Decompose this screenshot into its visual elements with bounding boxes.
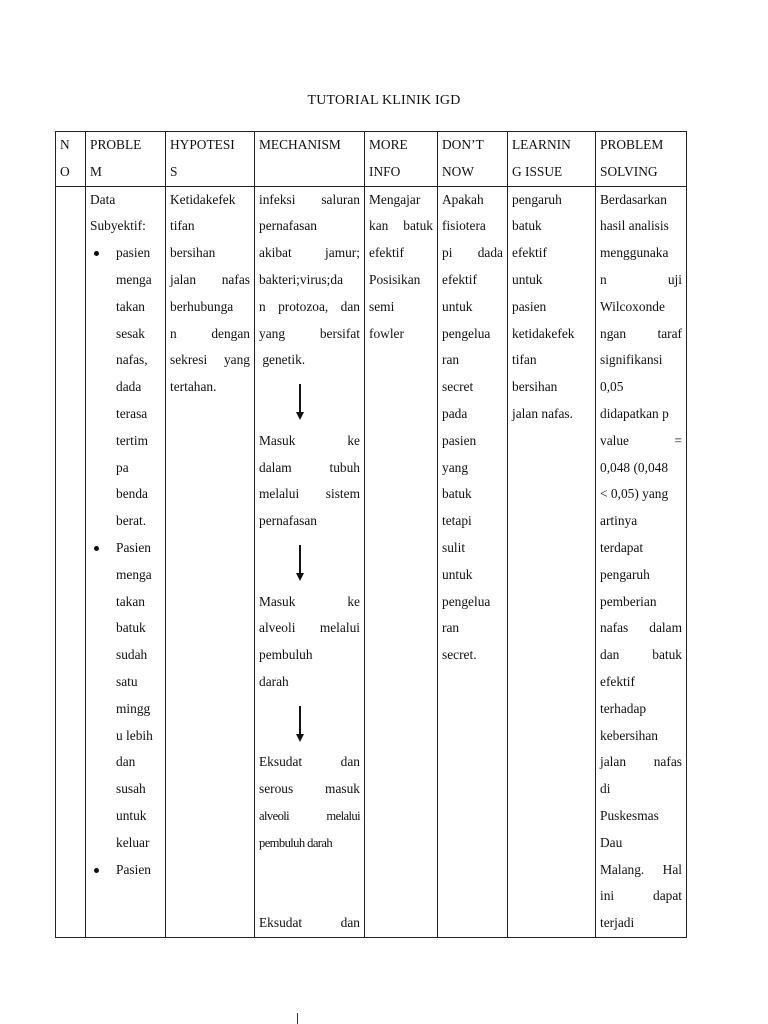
cell-more-info: Mengajar kan batuk efektif Posisikan semi fowler (365, 186, 438, 937)
page-break-marker (297, 1013, 298, 1024)
cell-mechanism: infeksi saluran pernafasan akibat jamur; bakteri;virus;da n protozoa, dan yang bersifat genetik. Masuk ke dalam tubuh melalui sistem pernafasan Masuk ke alveoli melalui pembuluh darah Eksudat dan serous masuk alveoli melalui pembuluh darah Eksudat dan (255, 186, 365, 937)
bullet-item: Pasien (90, 857, 161, 884)
cell-hypothesis: Ketidakefek tifan bersihan jalan nafas berhubunga n dengan sekresi yang tertahan. (166, 186, 255, 937)
header-learning-issue: LEARNIN G ISSUE (508, 132, 596, 187)
cell-problem: Data Subyektif: pasien menga takan sesak nafas, dada terasa tertim pa benda berat. Pasien menga takan batuk sudah satu mingg u lebih dan susah untuk keluar Pasien (86, 186, 166, 937)
table-header-row (56, 132, 687, 187)
bullet-icon (94, 251, 99, 256)
down-arrow-icon (259, 374, 360, 428)
cell-dont-know: Apakah fisiotera pi dada efektif untuk pengelua ran secret pada pasien yang batuk tetapi sulit untuk pengelua ran secret. (438, 186, 508, 937)
header-problem: PROBLE M (86, 132, 166, 187)
header-no: N O (56, 132, 86, 187)
header-problem-solving: PROBLEM SOLVING (596, 132, 687, 187)
header-dont-know: DON’T NOW (438, 132, 508, 187)
cell-no (56, 186, 86, 937)
bullet-icon (94, 868, 99, 873)
header-more-info: MORE INFO (365, 132, 438, 187)
cell-problem-solving: Berdasarkan hasil analisis menggunaka n uji Wilcoxonde ngan taraf signifikansi 0,05 didapatkan p value = 0,048 (0,048 < 0,05) yang artinya terdapat pengaruh pemberian nafas dalam dan batuk efektif terhadap kebersihan jalan nafas di Puskesmas Dau Malang. Hal ini dapat terjadi (596, 186, 687, 937)
cell-learning-issue: pengaruh batuk efektif untuk pasien ketidakefek tifan bersihan jalan nafas. (508, 186, 596, 937)
down-arrow-icon (259, 535, 360, 589)
header-hypothesis: HYPOTESI S (166, 132, 255, 187)
down-arrow-icon (259, 696, 360, 750)
header-mechanism: MECHANISM (255, 132, 365, 187)
bullet-item: pasien (90, 240, 161, 267)
bullet-icon (94, 546, 99, 551)
tutorial-table (55, 131, 687, 938)
table-row (56, 186, 687, 937)
bullet-item: Pasien (90, 535, 161, 562)
document-title: TUTORIAL KLINIK IGD (307, 93, 461, 108)
